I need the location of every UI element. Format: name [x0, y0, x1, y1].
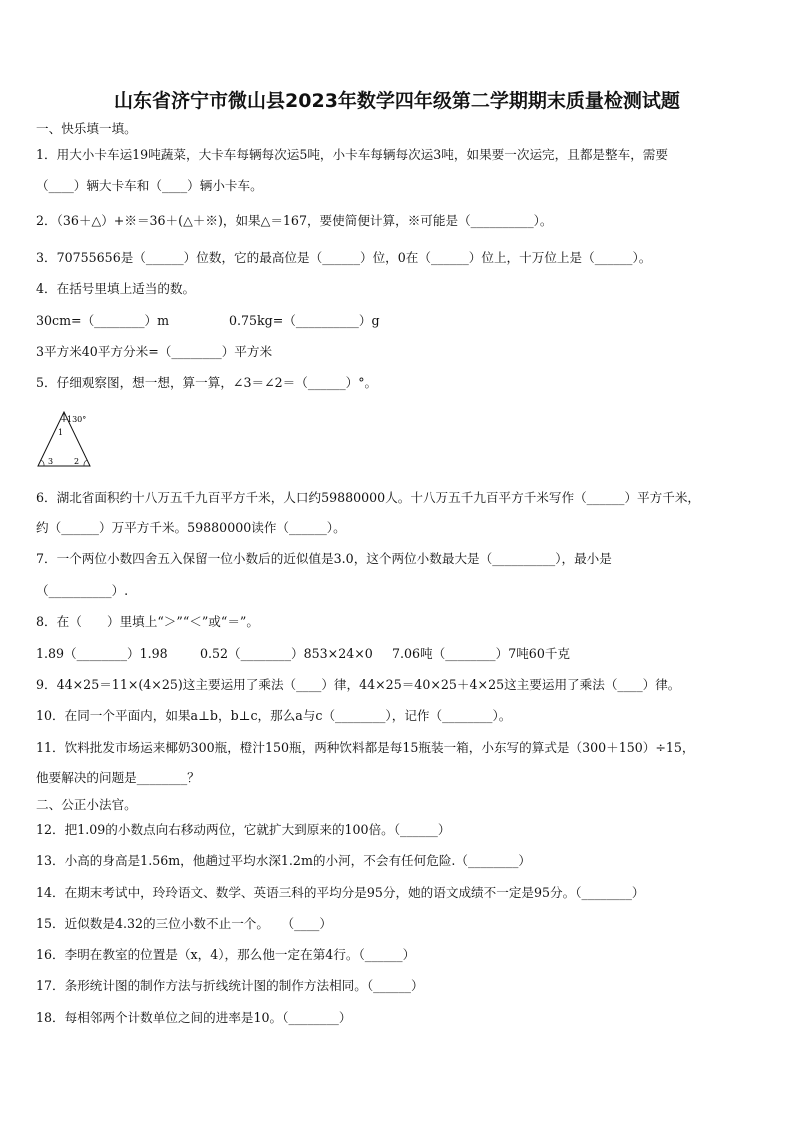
question-12: 12．把1.09的小数点向右移动两位，它就扩大到原来的100倍。（______）: [36, 822, 451, 837]
triangle-figure: [34, 408, 94, 470]
angle-number-1: 1: [58, 428, 64, 437]
question-6-line-2: 约（______）万平方千米。59880000读作（______）。: [36, 520, 346, 535]
question-4-part-b: 0.75kg=（__________）g: [229, 313, 380, 328]
question-1-line-2: （____）辆大卡车和（____）辆小卡车。: [36, 178, 263, 193]
question-10: 10．在同一个平面内，如果a⊥b，b⊥c，那么a与c（________），记作（________）。: [36, 708, 512, 723]
page-title: 山东省济宁市微山县2023年数学四年级第二学期期末质量检测试题: [114, 90, 680, 112]
question-5: 5．仔细观察图，想一想，算一算，∠3＝∠2＝（______）°。: [36, 375, 378, 390]
question-4-part-c: 3平方米40平方分米=（________）平方米: [36, 344, 273, 359]
question-7-line-1: 7．一个两位小数四舍五入保留一位小数后的近似值是3.0，这个两位小数最大是（__________），最小是: [36, 551, 612, 566]
question-8-part-c: 7.06吨（________）7吨60千克: [392, 646, 571, 661]
question-2: 2．（36＋△）+※＝36＋(△＋※)，如果△＝167，要使简便计算，※可能是（__________）。: [36, 213, 553, 228]
question-7-line-2: （__________）.: [36, 583, 129, 598]
angle-number-2: 2: [74, 457, 80, 466]
question-15: 15．近似数是4.32的三位小数不止一个。 （____）: [36, 916, 332, 931]
angle-label-130: 130°: [67, 415, 87, 424]
question-11-line-1: 11．饮料批发市场运来椰奶300瓶，橙汁150瓶，两种饮料都是每15瓶装一箱，小东写的算式是（300＋150）÷15，: [36, 740, 695, 755]
question-3: 3．70755656是（______）位数，它的最高位是（______）位，0在（______）位上，十万位上是（______）。: [36, 250, 652, 265]
question-11-line-2: 他要解决的问题是________？: [36, 770, 200, 785]
question-17: 17．条形统计图的制作方法与折线统计图的制作方法相同。（______）: [36, 978, 424, 993]
question-14: 14．在期末考试中，玲玲语文、数学、英语三科的平均分是95分，她的语文成绩不一定是95分。（________）: [36, 885, 645, 900]
question-1-line-1: 1．用大小卡车运19吨蔬菜，大卡车每辆每次运5吨，小卡车每辆每次运3吨，如果要一次运完，且都是整车，需要: [36, 147, 668, 162]
question-8-part-a: 1.89（________）1.98: [36, 646, 168, 661]
question-6-line-1: 6．湖北省面积约十八万五千九百平方千米，人口约59880000人。十八万五千九百平方千米写作（______）平方千米，: [36, 490, 701, 505]
question-18: 18．每相邻两个计数单位之间的进率是10。（________）: [36, 1010, 352, 1025]
angle-number-3: 3: [48, 457, 54, 466]
question-4-part-a: 30cm=（________）m: [36, 313, 170, 328]
question-9: 9．44×25＝11×(4×25)这主要运用了乘法（____）律，44×25＝40×25＋4×25这主要运用了乘法（____）律。: [36, 677, 681, 692]
question-8: 8．在（ ）里填上“＞”“＜”或“＝”。: [36, 614, 259, 629]
question-16: 16．李明在教室的位置是（x，4），那么他一定在第4行。（______）: [36, 947, 416, 962]
question-4: 4．在括号里填上适当的数。: [36, 281, 196, 296]
question-13: 13．小高的身高是1.56m，他趟过平均水深1.2m的小河，不会有任何危险.（________）: [36, 853, 531, 868]
section-heading-1: 一、快乐填一填。: [36, 121, 137, 136]
question-8-part-b: 0.52（________）853×24×0: [200, 646, 373, 661]
section-heading-2: 二、公正小法官。: [36, 797, 137, 812]
